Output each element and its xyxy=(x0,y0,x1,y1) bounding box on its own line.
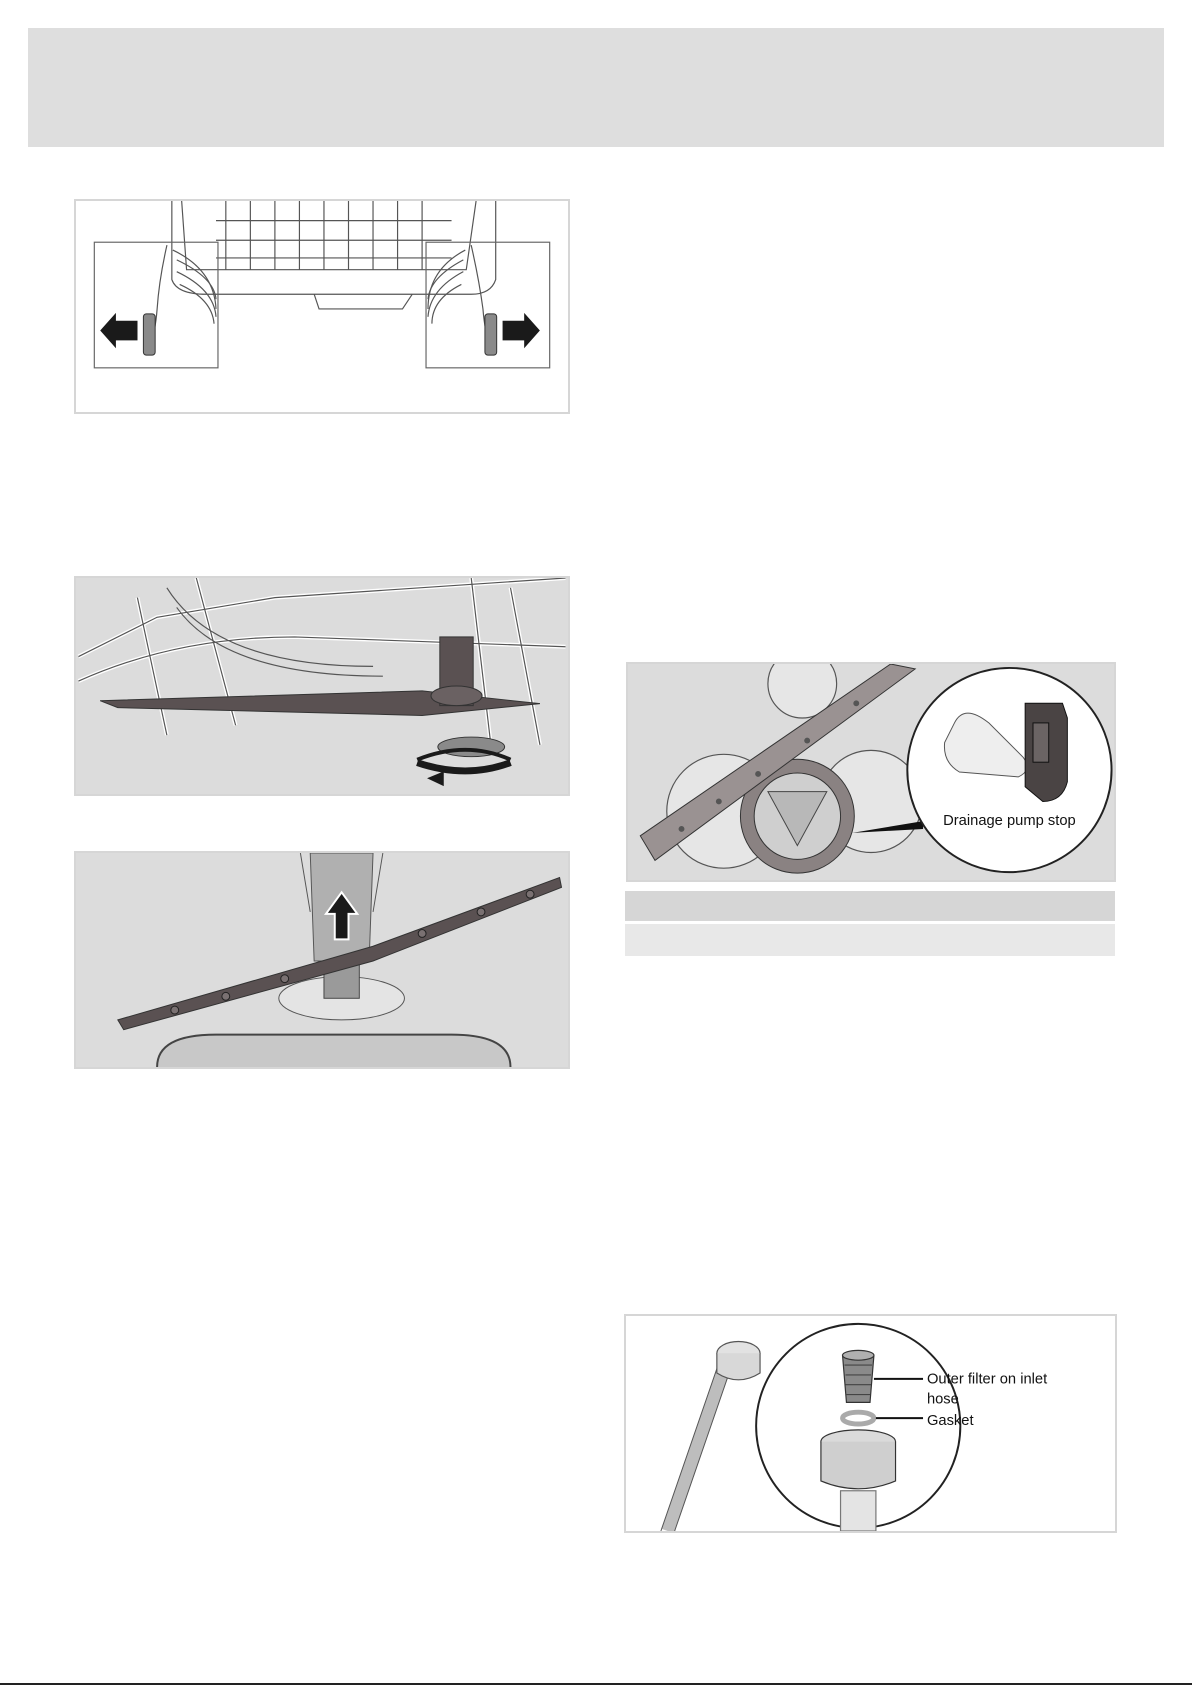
figure-inlet-hose xyxy=(624,1314,1117,1533)
left-arrow-icon xyxy=(100,313,137,348)
outer-filter-label-line2: hose xyxy=(926,1391,959,1408)
right-arrow-icon xyxy=(503,313,540,348)
table-header-row xyxy=(625,891,1115,921)
drainage-pump-illustration xyxy=(628,664,1114,880)
figure-basket-rails xyxy=(74,199,570,414)
drainage-pump-stop-label: Drainage pump stop xyxy=(943,813,1076,830)
table-row xyxy=(625,924,1115,956)
page-header-band xyxy=(28,28,1164,147)
figure-lower-spray-arm xyxy=(74,576,570,796)
figure-drainage-pump xyxy=(626,662,1116,882)
lower-spray-arm-illustration xyxy=(76,578,568,794)
inlet-hose-illustration xyxy=(626,1316,1115,1531)
figure-spray-arm-lift xyxy=(74,851,570,1069)
gasket-label: Gasket xyxy=(926,1412,974,1429)
basket-rails-illustration xyxy=(76,201,568,412)
spray-arm-lift-illustration xyxy=(76,853,568,1067)
outer-filter-label-line1: Outer filter on inlet xyxy=(926,1371,1048,1388)
